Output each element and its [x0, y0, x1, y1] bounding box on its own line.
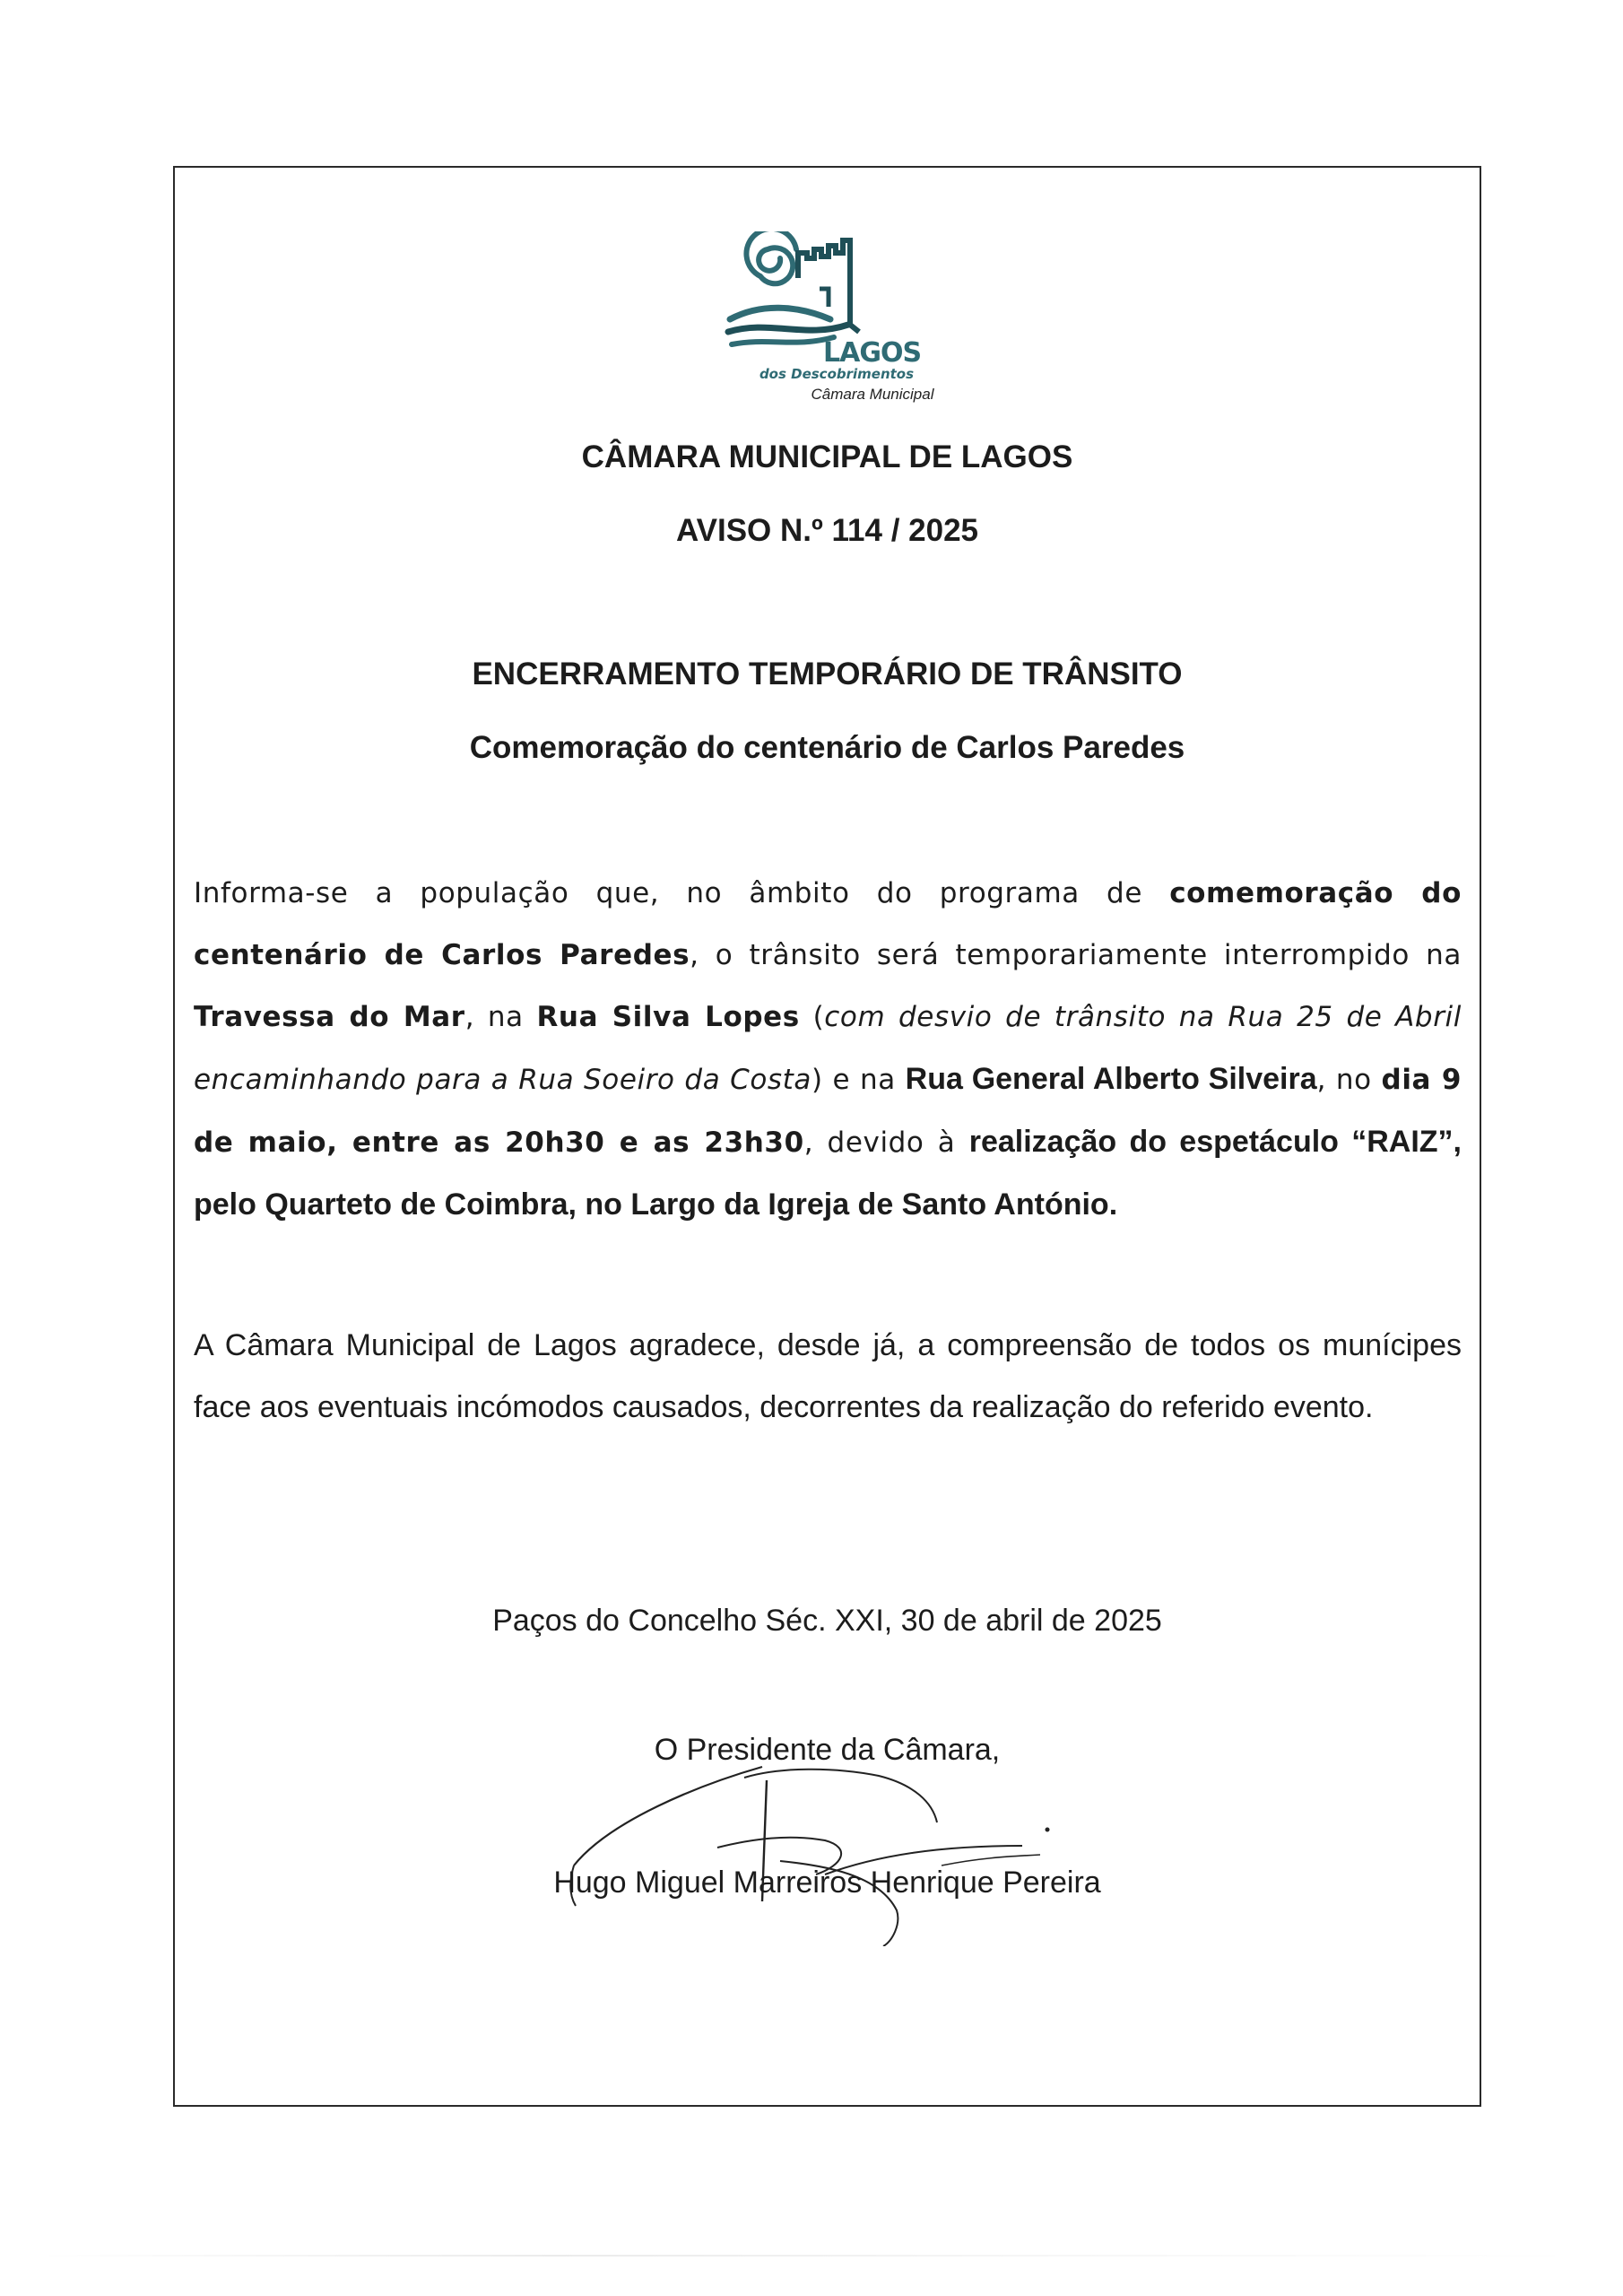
logo-tagline: dos Descobrimentos: [759, 366, 915, 382]
p1-text: , na: [464, 1001, 537, 1033]
event-details: realização do espetáculo “RAIZ”, pelo Quarteto de Coimbra, no Largo da Igreja de Santo António.: [194, 1125, 1462, 1222]
signer-name: Hugo Miguel Marreiros Henrique Pereira: [553, 1866, 1101, 1900]
logo-subtitle: Câmara Municipal: [811, 386, 934, 403]
p1-text: (: [799, 1001, 825, 1033]
place-and-date: Paços do Concelho Séc. XXI, 30 de abril de 2025: [492, 1604, 1162, 1638]
detour-note: com desvio de trânsito na Rua 25 de Abril encaminhando para a Rua Soeiro da Costa: [194, 1001, 1462, 1096]
p1-text: , no: [1316, 1064, 1382, 1096]
p1-text: , o trânsito será temporariamente interrompido na: [690, 939, 1462, 971]
logo-wordmark: LAGOS: [823, 337, 922, 369]
notice-number: AVISO N.º 114 / 2025: [675, 513, 979, 548]
event-title: Comemoração do centenário de Carlos Paredes: [469, 730, 1185, 765]
street-rua-general-alberto-silveira: Rua General Alberto Silveira: [905, 1062, 1317, 1096]
notice-paragraph-2: A Câmara Municipal de Lagos agradece, desde já, a compreensão de todos os munícipes face aos eventuais incómodos causados, decorrentes da realização do referido evento.: [194, 1328, 1462, 1424]
organization-heading: CÂMARA MUNICIPAL DE LAGOS: [581, 439, 1073, 474]
closure-date-time: dia 9 de maio, entre as 20h30 e as 23h30: [194, 1064, 1462, 1159]
p1-text: Informa-se a população que, no âmbito do programa de: [194, 877, 1170, 909]
notice-paragraph-1: [194, 863, 1462, 1237]
scan-artifact: [36, 2255, 1587, 2257]
p1-text: ) e na: [812, 1064, 906, 1096]
p1-event-name: comemoração do centenário de Carlos Paredes: [194, 877, 1462, 971]
signer-title: O Presidente da Câmara,: [654, 1733, 1001, 1767]
street-travessa-do-mar: Travessa do Mar: [194, 1001, 465, 1033]
lagos-logo: [725, 231, 949, 415]
notice-subject: ENCERRAMENTO TEMPORÁRIO DE TRÂNSITO: [472, 657, 1183, 691]
p1-text: , devido à: [803, 1126, 969, 1159]
street-rua-silva-lopes: Rua Silva Lopes: [536, 1001, 800, 1033]
